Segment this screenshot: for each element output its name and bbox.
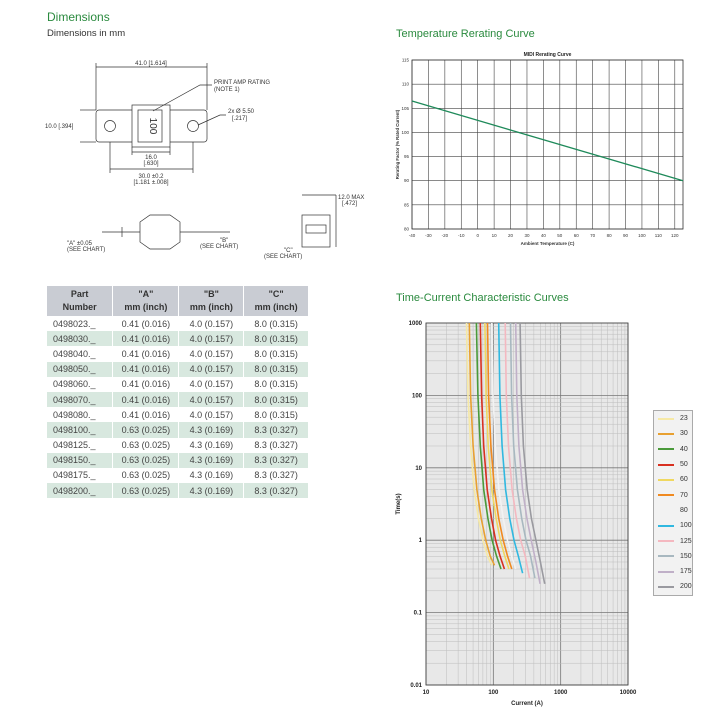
table-header-row bbox=[47, 286, 309, 316]
x-tick-label: 70 bbox=[590, 233, 596, 238]
header-a: "A" mm (inch) bbox=[113, 286, 179, 316]
legend-item bbox=[654, 411, 692, 426]
y-tick-label: 110 bbox=[401, 81, 409, 87]
cell-part-number: 0498200._ bbox=[47, 483, 113, 498]
dim-a-label: "A" ±0.05 bbox=[67, 241, 92, 247]
cell-b: 4.0 (0.157) bbox=[179, 362, 244, 377]
cell-part-number: 0498023._ bbox=[47, 316, 113, 331]
x-tick-label: 80 bbox=[606, 233, 612, 238]
x-tick-label: -10 bbox=[458, 233, 465, 238]
x-tick-label: -20 bbox=[441, 233, 449, 238]
y-tick-label: 0.1 bbox=[413, 610, 422, 617]
x-tick-label: 60 bbox=[573, 233, 579, 238]
table-row bbox=[47, 331, 309, 346]
derating-plot-frame bbox=[412, 60, 683, 229]
legend-label: 125 bbox=[680, 537, 692, 545]
cell-c: 8.3 (0.327) bbox=[244, 422, 309, 437]
legend-item bbox=[654, 579, 692, 594]
x-tick-label: 90 bbox=[623, 233, 629, 238]
x-tick-label: 100 bbox=[488, 690, 499, 696]
legend-item bbox=[654, 487, 692, 502]
legend-swatch bbox=[658, 571, 674, 573]
x-tick-label: 40 bbox=[540, 233, 546, 238]
print-amp-note: (NOTE 1) bbox=[214, 87, 240, 93]
legend-swatch bbox=[658, 494, 674, 496]
hole-span-label: 30.0 ±0.2 bbox=[138, 174, 164, 180]
tcc-legend bbox=[653, 410, 693, 596]
cell-c: 8.3 (0.327) bbox=[244, 438, 309, 453]
cell-a: 0.41 (0.016) bbox=[113, 331, 179, 346]
x-tick-label: 1000 bbox=[553, 690, 568, 696]
legend-label: 30 bbox=[680, 430, 688, 438]
legend-item bbox=[654, 442, 692, 457]
cell-b: 4.0 (0.157) bbox=[179, 346, 244, 361]
x-tick-label: 30 bbox=[524, 233, 530, 238]
overall-width-label: 41.0 [1.614] bbox=[135, 61, 167, 67]
cell-b: 4.3 (0.169) bbox=[179, 438, 244, 453]
parts-dimension-table bbox=[47, 286, 309, 498]
cell-c: 8.0 (0.315) bbox=[244, 331, 309, 346]
cell-a: 0.63 (0.025) bbox=[113, 468, 179, 483]
legend-swatch bbox=[658, 555, 674, 557]
cell-a: 0.41 (0.016) bbox=[113, 407, 179, 422]
derating-chart-title: MIDI Rerating Curve bbox=[523, 52, 572, 58]
cell-c: 8.0 (0.315) bbox=[244, 407, 309, 422]
cell-a: 0.41 (0.016) bbox=[113, 346, 179, 361]
legend-label: 60 bbox=[680, 476, 688, 484]
cell-part-number: 0498040._ bbox=[47, 346, 113, 361]
legend-label: 80 bbox=[680, 506, 688, 514]
cell-b: 4.0 (0.157) bbox=[179, 392, 244, 407]
derating-heading: Temperature Rerating Curve bbox=[396, 28, 535, 40]
legend-label: 100 bbox=[680, 522, 692, 530]
table-row bbox=[47, 468, 309, 483]
y-tick-label: 1 bbox=[418, 538, 422, 545]
header-part-number: Part Number bbox=[47, 286, 113, 316]
cell-part-number: 0498150._ bbox=[47, 453, 113, 468]
y-tick-label: 100 bbox=[411, 393, 422, 400]
tcc-x-axis-label: Current (A) bbox=[511, 701, 543, 707]
y-tick-label: 105 bbox=[401, 105, 409, 111]
side-view-body bbox=[140, 215, 180, 249]
hole-span-inch: [1.181 ±.008] bbox=[133, 180, 169, 186]
y-tick-label: 0.01 bbox=[410, 683, 422, 689]
cell-b: 4.3 (0.169) bbox=[179, 422, 244, 437]
legend-label: 70 bbox=[680, 491, 688, 499]
cell-part-number: 0498100._ bbox=[47, 422, 113, 437]
x-tick-label: -30 bbox=[425, 233, 432, 238]
cell-a: 0.41 (0.016) bbox=[113, 377, 179, 392]
cell-part-number: 0498080._ bbox=[47, 407, 113, 422]
x-tick-label: 20 bbox=[508, 233, 514, 238]
cell-b: 4.3 (0.169) bbox=[179, 483, 244, 498]
cell-c: 8.0 (0.315) bbox=[244, 392, 309, 407]
derating-line bbox=[412, 101, 683, 181]
cell-b: 4.0 (0.157) bbox=[179, 331, 244, 346]
legend-label: 200 bbox=[680, 583, 692, 591]
dim-b-label: "B" bbox=[220, 238, 229, 244]
legend-label: 23 bbox=[680, 415, 688, 423]
cell-a: 0.41 (0.016) bbox=[113, 362, 179, 377]
cell-b: 4.0 (0.157) bbox=[179, 407, 244, 422]
x-tick-label: 10 bbox=[422, 690, 430, 696]
y-tick-label: 10 bbox=[415, 465, 422, 472]
y-tick-label: 100 bbox=[401, 129, 409, 135]
table-row bbox=[47, 392, 309, 407]
y-tick-label: 85 bbox=[403, 202, 409, 208]
legend-swatch bbox=[658, 586, 674, 588]
dim-b-note: (SEE CHART) bbox=[200, 244, 239, 250]
hole-diameter-inch: [.217] bbox=[232, 116, 248, 122]
legend-item bbox=[654, 533, 692, 548]
derating-y-axis-label: Rerating Factor (% Rated Current) bbox=[395, 109, 400, 180]
body-width-label: 16.0 bbox=[145, 155, 157, 161]
legend-label: 150 bbox=[680, 552, 692, 560]
legend-label: 175 bbox=[680, 568, 692, 576]
height-label: 10.0 [.394] bbox=[45, 124, 74, 130]
legend-item bbox=[654, 426, 692, 441]
table-row bbox=[47, 362, 309, 377]
table-row bbox=[47, 483, 309, 498]
fuse-amp-mark: 100 bbox=[147, 117, 158, 135]
time-current-chart bbox=[388, 315, 638, 710]
max-height-label: 12.0 MAX bbox=[338, 195, 365, 201]
cell-b: 4.3 (0.169) bbox=[179, 453, 244, 468]
cell-a: 0.41 (0.016) bbox=[113, 316, 179, 331]
legend-item bbox=[654, 457, 692, 472]
x-tick-label: 0 bbox=[476, 233, 479, 238]
cell-c: 8.0 (0.315) bbox=[244, 362, 309, 377]
cell-b: 4.0 (0.157) bbox=[179, 377, 244, 392]
cell-a: 0.63 (0.025) bbox=[113, 438, 179, 453]
cell-part-number: 0498070._ bbox=[47, 392, 113, 407]
legend-item bbox=[654, 549, 692, 564]
y-tick-label: 80 bbox=[403, 226, 409, 232]
x-tick-label: 120 bbox=[671, 233, 679, 238]
cell-part-number: 0498030._ bbox=[47, 331, 113, 346]
derating-grid bbox=[412, 60, 683, 229]
derating-chart bbox=[393, 47, 693, 252]
legend-label: 40 bbox=[680, 445, 688, 453]
legend-item bbox=[654, 564, 692, 579]
print-amp-label: PRINT AMP RATING bbox=[214, 80, 271, 86]
fuse-dimension-drawing bbox=[40, 55, 380, 265]
y-tick-label: 1000 bbox=[408, 321, 422, 327]
table-row bbox=[47, 422, 309, 437]
y-tick-label: 95 bbox=[403, 154, 409, 160]
cell-a: 0.63 (0.025) bbox=[113, 453, 179, 468]
cell-a: 0.63 (0.025) bbox=[113, 422, 179, 437]
tcc-y-axis-label: Time(s) bbox=[396, 493, 402, 515]
header-c: "C" mm (inch) bbox=[244, 286, 309, 316]
table-row bbox=[47, 377, 309, 392]
cell-b: 4.3 (0.169) bbox=[179, 468, 244, 483]
dimensions-title: Dimensions bbox=[47, 10, 110, 24]
cell-c: 8.0 (0.315) bbox=[244, 346, 309, 361]
legend-swatch bbox=[658, 525, 674, 527]
x-tick-label: 110 bbox=[654, 233, 662, 238]
x-tick-label: 10 bbox=[491, 233, 497, 238]
legend-swatch bbox=[658, 479, 674, 481]
legend-item bbox=[654, 518, 692, 533]
legend-item bbox=[654, 472, 692, 487]
legend-label: 50 bbox=[680, 461, 688, 469]
cell-c: 8.3 (0.327) bbox=[244, 468, 309, 483]
legend-swatch bbox=[658, 464, 674, 466]
hole-diameter-label: 2x Ø 5.50 bbox=[228, 109, 255, 115]
x-tick-label: 10000 bbox=[619, 690, 637, 696]
derating-x-axis-label: Ambient Temperature (C) bbox=[520, 241, 575, 246]
x-tick-label: 100 bbox=[638, 233, 646, 238]
legend-swatch bbox=[658, 540, 674, 542]
cell-c: 8.3 (0.327) bbox=[244, 483, 309, 498]
table-row bbox=[47, 346, 309, 361]
x-tick-label: 50 bbox=[557, 233, 563, 238]
tcc-plot-background bbox=[426, 323, 628, 685]
cell-a: 0.63 (0.025) bbox=[113, 483, 179, 498]
cell-b: 4.0 (0.157) bbox=[179, 316, 244, 331]
tcc-heading: Time-Current Characteristic Curves bbox=[396, 292, 569, 304]
cell-part-number: 0498050._ bbox=[47, 362, 113, 377]
max-height-inch: [.472] bbox=[342, 201, 358, 207]
table-row bbox=[47, 438, 309, 453]
cell-part-number: 0498175._ bbox=[47, 468, 113, 483]
y-tick-label: 115 bbox=[401, 57, 409, 63]
cell-part-number: 0498125._ bbox=[47, 438, 113, 453]
legend-item bbox=[654, 503, 692, 518]
table-row bbox=[47, 407, 309, 422]
header-b: "B" mm (inch) bbox=[179, 286, 244, 316]
cell-part-number: 0498060._ bbox=[47, 377, 113, 392]
cell-c: 8.0 (0.315) bbox=[244, 316, 309, 331]
y-tick-label: 90 bbox=[403, 178, 409, 184]
dimensions-subtitle: Dimensions in mm bbox=[47, 28, 126, 39]
dim-c-note: (SEE CHART) bbox=[264, 254, 303, 260]
table-row bbox=[47, 316, 309, 331]
legend-swatch bbox=[658, 433, 674, 435]
cell-c: 8.3 (0.327) bbox=[244, 453, 309, 468]
dim-c-label: "C" bbox=[284, 248, 293, 254]
legend-swatch bbox=[658, 509, 674, 511]
x-tick-label: -40 bbox=[408, 233, 416, 238]
cell-a: 0.41 (0.016) bbox=[113, 392, 179, 407]
dim-a-note: (SEE CHART) bbox=[67, 247, 106, 253]
cell-c: 8.0 (0.315) bbox=[244, 377, 309, 392]
legend-swatch bbox=[658, 418, 674, 420]
table-row bbox=[47, 453, 309, 468]
body-width-inch: [.630] bbox=[143, 161, 159, 167]
legend-swatch bbox=[658, 448, 674, 450]
